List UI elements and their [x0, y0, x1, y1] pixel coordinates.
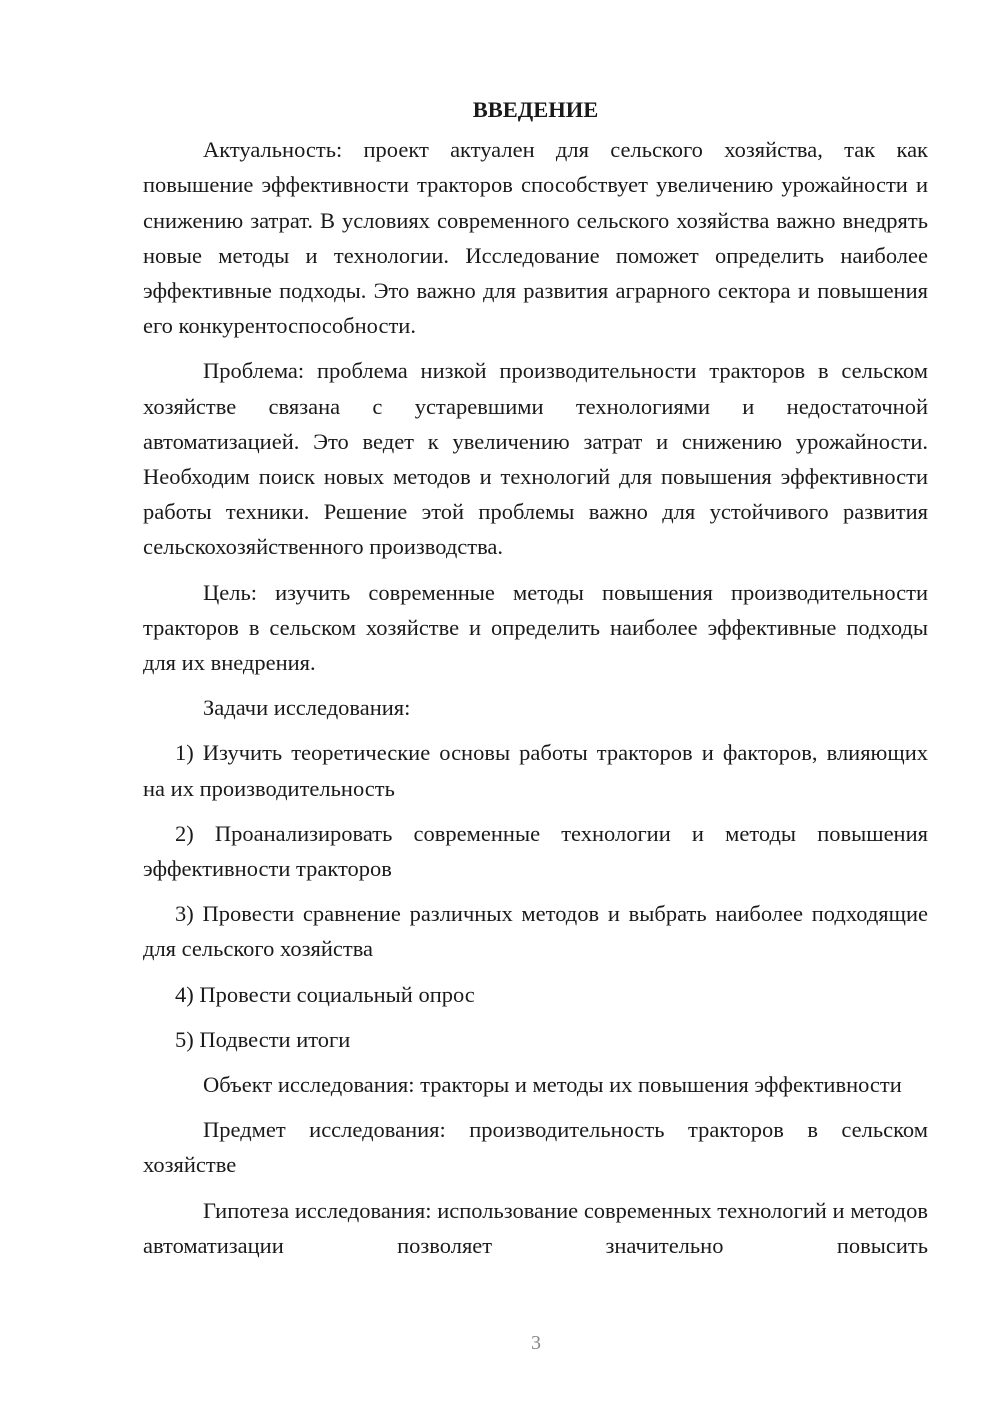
- task-item: 2) Проанализировать современные технологии и методы повышения эффективности тракторов: [143, 820, 928, 882]
- paragraph-object: Объект исследования: тракторы и методы их повышения эффективности: [203, 1072, 902, 1098]
- paragraph-subject: Предмет исследования: производительность тракторов в сельском хозяйстве: [143, 1117, 928, 1178]
- paragraph-problem: Проблема: проблема низкой производительности тракторов в сельском хозяйстве связана с устаревшими технологиями и недостаточной автоматизацией. Это ведет к увеличению затрат и снижению урожайности. Необходим поиск новых методов и технологий для повышения эффективности работы техники. Решение этой проблемы важно для устойчивого развития сельскохозяйственного производства.: [143, 358, 928, 560]
- paragraph-hypothesis: Гипотеза исследования: использование современных технологий и методов автоматизации позволяет значительно повысить: [143, 1197, 928, 1258]
- page-content: [143, 92, 928, 1273]
- section-title: ВВЕДЕНИЕ: [472, 97, 599, 122]
- task-item: 1) Изучить теоретические основы работы тракторов и факторов, влияющих на их производительность: [143, 740, 928, 801]
- task-item: 4) Провести социальный опрос: [175, 981, 475, 1007]
- paragraph-goal: Цель: изучить современные методы повышения производительности тракторов в сельском хозяйстве и определить наиболее эффективные подходы для их внедрения.: [143, 579, 928, 676]
- task-item: 3) Провести сравнение различных методов и выбрать наиболее подходящие для сельского хозяйства: [143, 901, 928, 962]
- paragraph-actuality: Актуальность: проект актуален для сельского хозяйства, так как повышение эффективности тракторов способствует увеличению урожайности и снижению затрат. В условиях современного сельского хозяйства важно внедрять новые методы и технологии. Исследование поможет определить наиболее эффективные подходы. Это важно для развития аграрного сектора и повышения его конкурентоспособности.: [143, 137, 928, 339]
- tasks-heading: Задачи исследования:: [203, 695, 411, 721]
- page-number: 3: [531, 1332, 541, 1354]
- task-item: 5) Подвести итоги: [175, 1026, 351, 1052]
